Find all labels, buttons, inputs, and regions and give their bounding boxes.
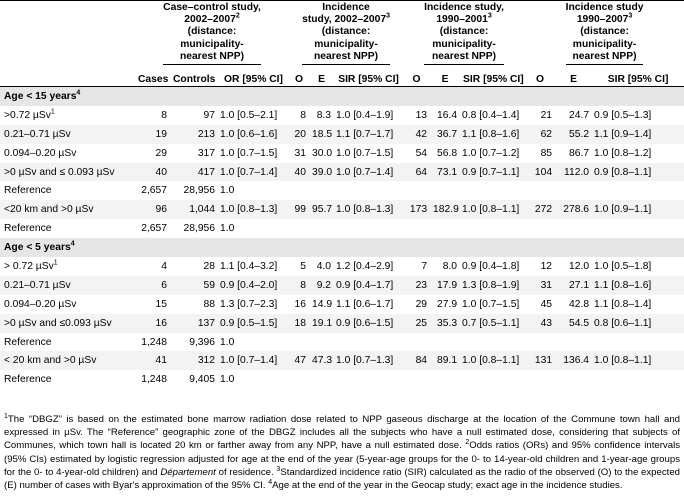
col-observed: O [403, 65, 430, 87]
table-cell: 1.1 [0.8–1.4] [592, 295, 684, 314]
table-cell: 0.8 [0.4–1.4] [460, 106, 525, 125]
row-label [0, 163, 135, 182]
table-row [0, 219, 684, 238]
table-cell [334, 370, 403, 389]
footnote-4: Age at the end of the year in the Geocap study; exact age in the incidence studies. [272, 480, 623, 492]
header-cc-line: municipality- [180, 38, 244, 50]
table-cell: 104 [525, 163, 555, 182]
row-label [0, 125, 135, 144]
header-cc-line: 2002–2007 [184, 14, 236, 26]
table-cell: 0.9 [0.4–1.7] [334, 276, 403, 295]
footnote-mark: 1 [53, 259, 58, 267]
footnote-2-italic: Département [160, 466, 216, 478]
row-label-text: Reference [4, 374, 52, 386]
footnote-mark: 3 [276, 465, 281, 473]
table-cell: 1.0 [0.9–1.1] [592, 200, 684, 219]
table-cell: 86.7 [555, 144, 592, 163]
row-label [0, 181, 135, 200]
table-cell: 1.0 [0.7–1.2] [460, 144, 525, 163]
table-cell: 0.9 [0.6–1.5] [334, 314, 403, 333]
header-cc-line: (distance: [187, 26, 237, 38]
table-cell: 73.1 [430, 163, 460, 182]
table-row [0, 370, 684, 389]
table-cell [309, 333, 334, 352]
table-row [0, 351, 684, 370]
table-cell [334, 333, 403, 352]
table-cell [289, 181, 309, 200]
table-cell: 0.9 [0.5–1.5] [218, 314, 289, 333]
header-case-control [135, 1, 289, 66]
table-cell [430, 370, 460, 389]
table-cell [309, 219, 334, 238]
row-label [0, 144, 135, 163]
table-cell: 1.0 [0.8–1.1] [460, 200, 525, 219]
table-cell: 23 [403, 276, 430, 295]
table-cell: 27.9 [430, 295, 460, 314]
footnote-mark: 1 [4, 412, 8, 420]
table-row [0, 163, 684, 182]
footnote-2: Odds ratios (ORs) and 95% confidence intervals (95% CIs) estimated by logistic regression adjusted for age at the end of the year (5-year-age groups for the 0- to 14-year-old children and 1-year-age groups for the 0- to 4-year-old children) and [4, 440, 680, 478]
header-i3-line: Incidence study [565, 2, 644, 13]
row-label [0, 257, 135, 276]
table-cell: 417 [170, 163, 218, 182]
table-cell [309, 181, 334, 200]
table-row [0, 295, 684, 314]
table-cell [460, 181, 525, 200]
table-cell: 213 [170, 125, 218, 144]
table-cell: 28 [170, 257, 218, 276]
table-cell [525, 219, 555, 238]
table-cell: 1.0 [0.8–1.3] [334, 200, 403, 219]
footnote-mark: 3 [487, 12, 492, 20]
table-row [0, 314, 684, 333]
row-label-text: 0.094–0.20 µSv [4, 298, 77, 310]
table-cell [403, 219, 430, 238]
table-cell: 99 [289, 200, 309, 219]
header-i2-line: 1990–2001 [436, 14, 488, 26]
table-cell: 88 [170, 295, 218, 314]
table-cell: 1.3 [0.7–2.3] [218, 295, 289, 314]
footnote-mark: 3 [628, 12, 633, 20]
table-cell: 9.2 [309, 276, 334, 295]
table-cell: 1.0 [0.7–1.3] [334, 351, 403, 370]
col-expected: E [555, 65, 592, 87]
header-i3-line: municipality- [572, 38, 637, 50]
table-cell: 1.0 [0.5–2.1] [218, 106, 289, 125]
table-cell [289, 333, 309, 352]
row-label [0, 106, 135, 125]
table-cell: 39.0 [309, 163, 334, 182]
table-cell: 1,044 [170, 200, 218, 219]
table-cell: 20 [289, 125, 309, 144]
table-cell: 8 [289, 106, 309, 125]
header-i1-line: (distance: [321, 26, 371, 38]
col-sir-ci: SIR [95% CI] [334, 65, 403, 87]
table-cell: 1.3 [0.8–1.9] [460, 276, 525, 295]
table-cell: 54 [403, 144, 430, 163]
table-cell: 8.3 [309, 106, 334, 125]
table-cell: 317 [170, 144, 218, 163]
header-i1-line: nearest NPP) [313, 50, 379, 62]
table-cell: 4.0 [309, 257, 334, 276]
row-label-text: Reference [4, 336, 52, 348]
table-cell: 42.8 [555, 295, 592, 314]
table-cell: 28,956 [170, 219, 218, 238]
table-cell: 1.1 [0.7–1.7] [334, 125, 403, 144]
table-cell [460, 333, 525, 352]
row-label [0, 276, 135, 295]
table-cell: 1.0 [0.7–1.5] [460, 295, 525, 314]
table-cell: 40 [289, 163, 309, 182]
table-cell: 1.0 [0.8–1.1] [460, 351, 525, 370]
table-cell: 1,248 [135, 333, 170, 352]
header-i2-line: nearest NPP) [431, 50, 497, 62]
table-cell: 0.9 [0.4–2.0] [218, 276, 289, 295]
table-cell: 42 [403, 125, 430, 144]
row-label-text: 0.21–0.71 µSv [4, 128, 71, 140]
table-cell [403, 370, 430, 389]
table-cell [592, 181, 684, 200]
table-cell: 173 [403, 200, 430, 219]
table-cell: 1.0 [0.8–1.2] [592, 144, 684, 163]
table-cell: 1.0 [0.4–1.9] [334, 106, 403, 125]
col-expected: E [309, 65, 334, 87]
table-cell: 1.1 [0.6–1.7] [334, 295, 403, 314]
table-cell: 25 [403, 314, 430, 333]
table-cell: 18.5 [309, 125, 334, 144]
table-cell: 1.2 [0.4–2.9] [334, 257, 403, 276]
row-label [0, 295, 135, 314]
table-cell: 85 [525, 144, 555, 163]
section-title-text: Age < 5 years [4, 242, 71, 254]
table-cell: 16.4 [430, 106, 460, 125]
table-cell: 8 [289, 276, 309, 295]
table-cell: 278.6 [555, 200, 592, 219]
header-i3-line: 1990–2007 [576, 14, 629, 26]
header-i2-line: municipality- [432, 38, 496, 50]
table-cell [403, 333, 430, 352]
table-cell: 312 [170, 351, 218, 370]
table-cell: 2,657 [135, 219, 170, 238]
table-cell [403, 181, 430, 200]
table-cell [460, 219, 525, 238]
table-cell: 1.0 [0.6–1.6] [218, 125, 289, 144]
table-cell [525, 370, 555, 389]
table-cell [555, 181, 592, 200]
table-cell: 1.0 [218, 370, 289, 389]
table-cell: 12.0 [555, 257, 592, 276]
table-cell: 9,396 [170, 333, 218, 352]
col-or-ci: OR [95% CI] [218, 65, 289, 87]
header-i3-line: nearest NPP) [572, 50, 637, 62]
table-cell: 13 [403, 106, 430, 125]
section-title [0, 87, 684, 106]
table-cell [592, 370, 684, 389]
col-sir-ci: SIR [95% CI] [592, 65, 684, 87]
table-cell: 112.0 [555, 163, 592, 182]
table-row [0, 106, 684, 125]
table-cell: 24.7 [555, 106, 592, 125]
row-label-text: 0.094–0.20 µSv [4, 147, 77, 159]
table-cell: 1.0 [0.5–1.8] [592, 257, 684, 276]
table-cell [334, 219, 403, 238]
header-cc-line: nearest NPP) [179, 50, 245, 62]
table-cell: 27.1 [555, 276, 592, 295]
header-i2-line: (distance: [439, 26, 489, 38]
table-cell: 59 [170, 276, 218, 295]
table-cell: 55.2 [555, 125, 592, 144]
footnote-3: Standardized incidence ratio (SIR) calculated as the radio of the observed (O) to the expected (E) number of cases with Byar's approximation of the 95% CI. [4, 466, 680, 492]
table-cell: 7 [403, 257, 430, 276]
header-incidence-1990-2007 [525, 1, 684, 66]
col-controls: Controls [170, 65, 218, 87]
table-cell: 2,657 [135, 181, 170, 200]
table-cell: 15 [135, 295, 170, 314]
table-cell: 30.0 [309, 144, 334, 163]
table-cell: 8.0 [430, 257, 460, 276]
row-label [0, 219, 135, 238]
table-cell: 0.9 [0.7–1.1] [460, 163, 525, 182]
table-cell: 40 [135, 163, 170, 182]
footnote-mark: 1 [50, 108, 55, 116]
table-cell: 8 [135, 106, 170, 125]
table-cell: 62 [525, 125, 555, 144]
table-cell [309, 370, 334, 389]
table-cell [430, 333, 460, 352]
table-cell [555, 370, 592, 389]
table-cell [460, 370, 525, 389]
table-cell [334, 181, 403, 200]
table-cell: 0.7 [0.5–1.1] [460, 314, 525, 333]
table-cell [555, 219, 592, 238]
header-blank [0, 65, 135, 87]
table-footnote [4, 413, 680, 492]
table-cell: 17.9 [430, 276, 460, 295]
table-cell: 0.9 [0.8–1.1] [592, 163, 684, 182]
table-row [0, 257, 684, 276]
section-header [0, 238, 684, 257]
col-sir-ci: SIR [95% CI] [460, 65, 525, 87]
row-label-text: > 0.72 µSv [4, 260, 54, 272]
table-cell: 21 [525, 106, 555, 125]
table-cell: 137 [170, 314, 218, 333]
footnote-mark: 4 [70, 240, 75, 248]
row-label-text: Reference [4, 185, 52, 197]
table-cell: 1.1 [0.8–1.6] [460, 125, 525, 144]
table-cell: 41 [135, 351, 170, 370]
col-observed: O [525, 65, 555, 87]
footnote-mark: 2 [465, 439, 470, 447]
row-label-text: >0.72 µSv [4, 109, 51, 121]
table-cell: 97 [170, 106, 218, 125]
row-label-text: 0.21–0.71 µSv [4, 279, 71, 291]
table-cell: 16 [289, 295, 309, 314]
table-cell: 4 [135, 257, 170, 276]
table-cell: 272 [525, 200, 555, 219]
table-cell: 18 [289, 314, 309, 333]
header-i1-line: municipality- [314, 38, 378, 50]
row-label [0, 370, 135, 389]
section-title [0, 238, 684, 257]
table-cell: 28,956 [170, 181, 218, 200]
table-row [0, 125, 684, 144]
table-cell: 1.0 [0.7–1.5] [334, 144, 403, 163]
table-cell: 0.8 [0.6–1.1] [592, 314, 684, 333]
table-cell: 31 [525, 276, 555, 295]
row-label-text: >0 µSv and ≤ 0.093 µSv [4, 166, 115, 178]
table-cell: 1.0 [0.8–1.3] [218, 200, 289, 219]
table-cell: 1.0 [0.7–1.4] [218, 351, 289, 370]
table-cell: 1,248 [135, 370, 170, 389]
header-cc-line: Case–control study, [163, 2, 261, 13]
table-cell: 12 [525, 257, 555, 276]
header-incidence-1990-2001 [403, 1, 525, 66]
footnote-mark: 3 [386, 12, 390, 20]
table-cell: 136.4 [555, 351, 592, 370]
table-cell: 1.1 [0.8–1.6] [592, 276, 684, 295]
table-cell [289, 219, 309, 238]
table-cell: 131 [525, 351, 555, 370]
table-cell: 29 [403, 295, 430, 314]
table-cell: 47 [289, 351, 309, 370]
table-cell [430, 181, 460, 200]
header-i1-line: Incidence [322, 2, 370, 13]
row-label-text: >0 µSv and ≤0.093 µSv [4, 317, 112, 329]
table-cell: 31 [289, 144, 309, 163]
row-label-text: Reference [4, 223, 52, 235]
table-cell: 1.0 [0.7–1.4] [334, 163, 403, 182]
col-expected: E [430, 65, 460, 87]
table-cell: 19.1 [309, 314, 334, 333]
table-row [0, 144, 684, 163]
table-cell: 1.0 [218, 333, 289, 352]
table-cell: 43 [525, 314, 555, 333]
row-label [0, 351, 135, 370]
table-cell: 6 [135, 276, 170, 295]
table-cell [525, 333, 555, 352]
table-cell: 182.9 [430, 200, 460, 219]
table-cell: 0.9 [0.5–1.3] [592, 106, 684, 125]
table-cell: 1.0 [218, 219, 289, 238]
table-cell: 1.0 [0.7–1.4] [218, 163, 289, 182]
table-cell: 89.1 [430, 351, 460, 370]
header-i1-line: study, 2002–2007 [302, 14, 387, 26]
table-cell [592, 219, 684, 238]
table-cell: 84 [403, 351, 430, 370]
header-incidence-2002 [289, 1, 403, 66]
table-cell: 1.1 [0.4–3.2] [218, 257, 289, 276]
table-row [0, 276, 684, 295]
table-cell: 5 [289, 257, 309, 276]
table-cell [592, 333, 684, 352]
section-title-text: Age < 15 years [4, 90, 77, 102]
table-cell [289, 370, 309, 389]
footnote-mark: 4 [76, 89, 81, 97]
footnote-mark: 2 [235, 12, 240, 20]
table-cell: 54.5 [555, 314, 592, 333]
table-cell: 0.9 [0.4–1.8] [460, 257, 525, 276]
table-body [0, 87, 684, 390]
table-cell: 45 [525, 295, 555, 314]
table-cell [555, 333, 592, 352]
col-cases: Cases [135, 65, 170, 87]
section-header [0, 87, 684, 106]
row-label-text: <20 km and >0 µSv [4, 204, 94, 216]
table-cell [430, 219, 460, 238]
header-blank [0, 1, 135, 66]
row-label [0, 200, 135, 219]
table-row [0, 200, 684, 219]
table-row [0, 333, 684, 352]
table-cell: 1.0 [0.8–1.1] [592, 351, 684, 370]
header-i2-line: Incidence study, [424, 2, 504, 13]
table-cell: 64 [403, 163, 430, 182]
table-cell: 47.3 [309, 351, 334, 370]
footnote-2-end: of residence. [218, 466, 274, 478]
table-cell: 1.1 [0.9–1.4] [592, 125, 684, 144]
row-label [0, 333, 135, 352]
table-cell: 19 [135, 125, 170, 144]
footnote-1: The “DBGZ” is based on the estimated bone marrow radiation dose related to NPP gaseous discharge at the location of the Commune town hall and expressed in µSv. The “Reference” geographic zone of the DBGZ includes all the subjects who have a null estimated dose, considering that subjects of Communes, which town hall is located 20 km or farther away from any NPP, have a null estimated dose. [4, 414, 680, 452]
table-cell: 96 [135, 200, 170, 219]
table-row [0, 181, 684, 200]
table-cell: 16 [135, 314, 170, 333]
table-cell: 1.0 [218, 181, 289, 200]
table-cell: 9,405 [170, 370, 218, 389]
header-i3-line: (distance: [580, 26, 629, 38]
table-cell: 29 [135, 144, 170, 163]
footnote-mark: 4 [268, 478, 273, 486]
table-cell [525, 181, 555, 200]
table-cell: 36.7 [430, 125, 460, 144]
col-observed: O [289, 65, 309, 87]
table-cell: 56.8 [430, 144, 460, 163]
table-cell: 35.3 [430, 314, 460, 333]
table-cell: 1.0 [0.7–1.5] [218, 144, 289, 163]
row-label [0, 314, 135, 333]
row-label-text: < 20 km and >0 µSv [4, 355, 97, 367]
table-cell: 14.9 [309, 295, 334, 314]
table-cell: 95.7 [309, 200, 334, 219]
